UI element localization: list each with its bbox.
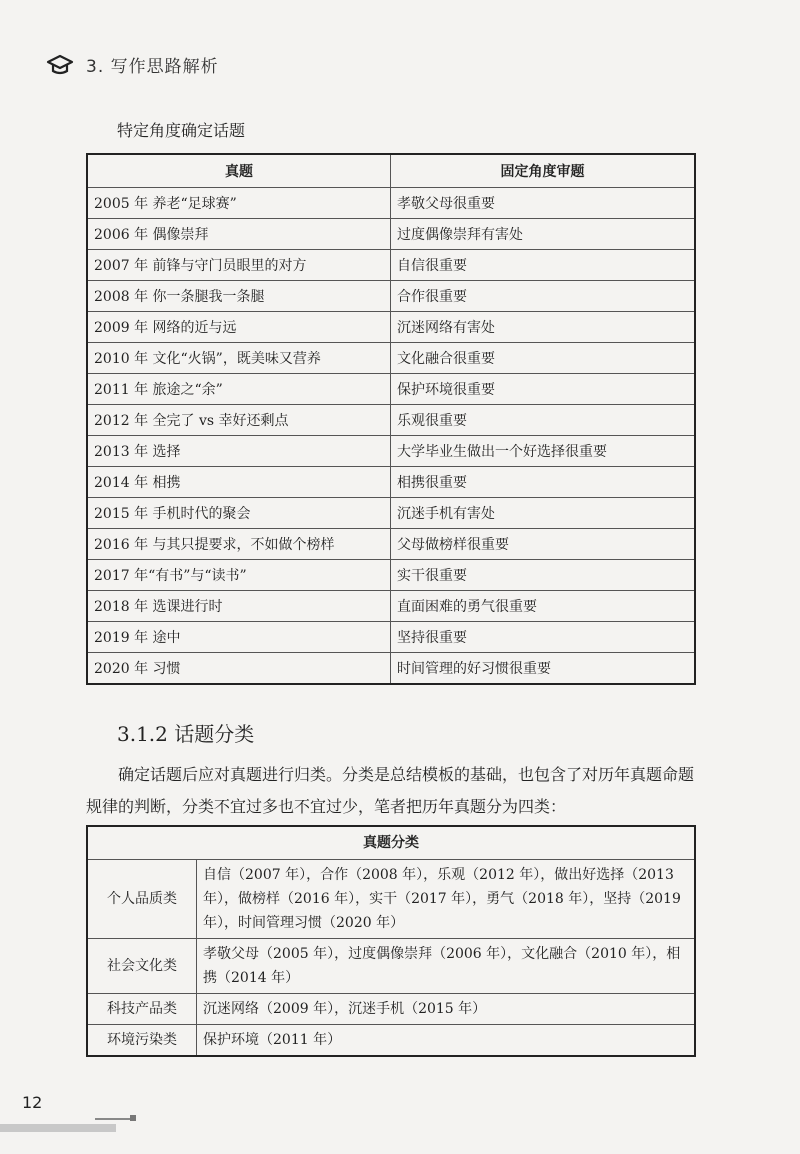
category-content-cell: 自信（2007 年），合作（2008 年），乐观（2012 年），做出好选择（2013 年），做榜样（2016 年），实干（2017 年），勇气（2018 年），坚持（2019 年），时间管理习惯（2020 年） bbox=[197, 860, 696, 939]
page-header bbox=[46, 52, 219, 77]
review-angle-cell: 孝敬父母很重要 bbox=[391, 188, 696, 219]
exam-topic-cell: 2010 年 文化“火锅”，既美味又营养 bbox=[87, 343, 391, 374]
review-angle-cell: 沉迷网络有害处 bbox=[391, 312, 696, 343]
table-header-row bbox=[87, 154, 695, 188]
exam-topic-cell: 2011 年 旅途之“余” bbox=[87, 374, 391, 405]
table-row bbox=[87, 860, 695, 939]
exam-topic-cell: 2009 年 网络的近与远 bbox=[87, 312, 391, 343]
category-content-cell: 孝敬父母（2005 年），过度偶像崇拜（2006 年），文化融合（2010 年），相携（2014 年） bbox=[197, 939, 696, 994]
table-row bbox=[87, 343, 695, 374]
review-angle-cell: 沉迷手机有害处 bbox=[391, 498, 696, 529]
exam-topic-cell: 2006 年 偶像崇拜 bbox=[87, 219, 391, 250]
review-angle-cell: 自信很重要 bbox=[391, 250, 696, 281]
exam-topic-cell: 2020 年 习惯 bbox=[87, 653, 391, 685]
table-row bbox=[87, 498, 695, 529]
review-angle-cell: 时间管理的好习惯很重要 bbox=[391, 653, 696, 685]
exam-topic-cell: 2013 年 选择 bbox=[87, 436, 391, 467]
table-row bbox=[87, 219, 695, 250]
section-heading: 3.1.2 话题分类 bbox=[117, 722, 255, 746]
exam-topic-cell: 2005 年 养老“足球赛” bbox=[87, 188, 391, 219]
review-angle-cell: 父母做榜样很重要 bbox=[391, 529, 696, 560]
table-row bbox=[87, 250, 695, 281]
review-angle-cell: 实干很重要 bbox=[391, 560, 696, 591]
review-angle-cell: 乐观很重要 bbox=[391, 405, 696, 436]
table-header-row bbox=[87, 826, 695, 860]
column-header-exam: 真题 bbox=[87, 154, 391, 188]
category-cell: 科技产品类 bbox=[87, 994, 197, 1025]
table-row bbox=[87, 560, 695, 591]
footer-decoration-line bbox=[95, 1118, 131, 1120]
graduation-cap-icon bbox=[46, 53, 74, 77]
category-cell: 个人品质类 bbox=[87, 860, 197, 939]
exam-topic-cell: 2014 年 相携 bbox=[87, 467, 391, 498]
table-row bbox=[87, 529, 695, 560]
category-content-cell: 保护环境（2011 年） bbox=[197, 1025, 696, 1057]
column-header-angle: 固定角度审题 bbox=[391, 154, 696, 188]
table-row bbox=[87, 1025, 695, 1057]
chapter-title: 3. 写作思路解析 bbox=[86, 57, 219, 77]
table-row bbox=[87, 188, 695, 219]
table-row bbox=[87, 939, 695, 994]
category-content-cell: 沉迷网络（2009 年），沉迷手机（2015 年） bbox=[197, 994, 696, 1025]
review-angle-cell: 合作很重要 bbox=[391, 281, 696, 312]
exam-topic-cell: 2015 年 手机时代的聚会 bbox=[87, 498, 391, 529]
topic-classification-table bbox=[86, 825, 696, 1057]
table-row bbox=[87, 591, 695, 622]
review-angle-cell: 直面困难的勇气很重要 bbox=[391, 591, 696, 622]
footer-decoration-dot bbox=[130, 1115, 136, 1121]
table-row bbox=[87, 653, 695, 685]
exam-topics-table bbox=[86, 153, 696, 685]
category-cell: 社会文化类 bbox=[87, 939, 197, 994]
table-row bbox=[87, 436, 695, 467]
exam-topic-cell: 2012 年 全完了 vs 幸好还剩点 bbox=[87, 405, 391, 436]
review-angle-cell: 过度偶像崇拜有害处 bbox=[391, 219, 696, 250]
table-caption: 特定角度确定话题 bbox=[117, 121, 246, 140]
exam-topic-cell: 2019 年 途中 bbox=[87, 622, 391, 653]
exam-topic-cell: 2017 年“有书”与“读书” bbox=[87, 560, 391, 591]
review-angle-cell: 文化融合很重要 bbox=[391, 343, 696, 374]
exam-topic-cell: 2018 年 选课进行时 bbox=[87, 591, 391, 622]
review-angle-cell: 保护环境很重要 bbox=[391, 374, 696, 405]
table-row bbox=[87, 374, 695, 405]
exam-topic-cell: 2016 年 与其只提要求，不如做个榜样 bbox=[87, 529, 391, 560]
table-row bbox=[87, 405, 695, 436]
review-angle-cell: 坚持很重要 bbox=[391, 622, 696, 653]
footer-decoration-bar bbox=[0, 1124, 116, 1132]
category-cell: 环境污染类 bbox=[87, 1025, 197, 1057]
exam-topic-cell: 2008 年 你一条腿我一条腿 bbox=[87, 281, 391, 312]
section-paragraph: 确定话题后应对真题进行归类。分类是总结模板的基础，也包含了对历年真题命题规律的判断，分类不宜过多也不宜过少，笔者把历年真题分为四类： bbox=[86, 765, 695, 816]
table-row bbox=[87, 622, 695, 653]
table-row bbox=[87, 994, 695, 1025]
classification-header: 真题分类 bbox=[87, 826, 695, 860]
review-angle-cell: 相携很重要 bbox=[391, 467, 696, 498]
table-row bbox=[87, 281, 695, 312]
page-number: 12 bbox=[22, 1093, 43, 1112]
table-row bbox=[87, 467, 695, 498]
review-angle-cell: 大学毕业生做出一个好选择很重要 bbox=[391, 436, 696, 467]
exam-topic-cell: 2007 年 前锋与守门员眼里的对方 bbox=[87, 250, 391, 281]
table-row bbox=[87, 312, 695, 343]
